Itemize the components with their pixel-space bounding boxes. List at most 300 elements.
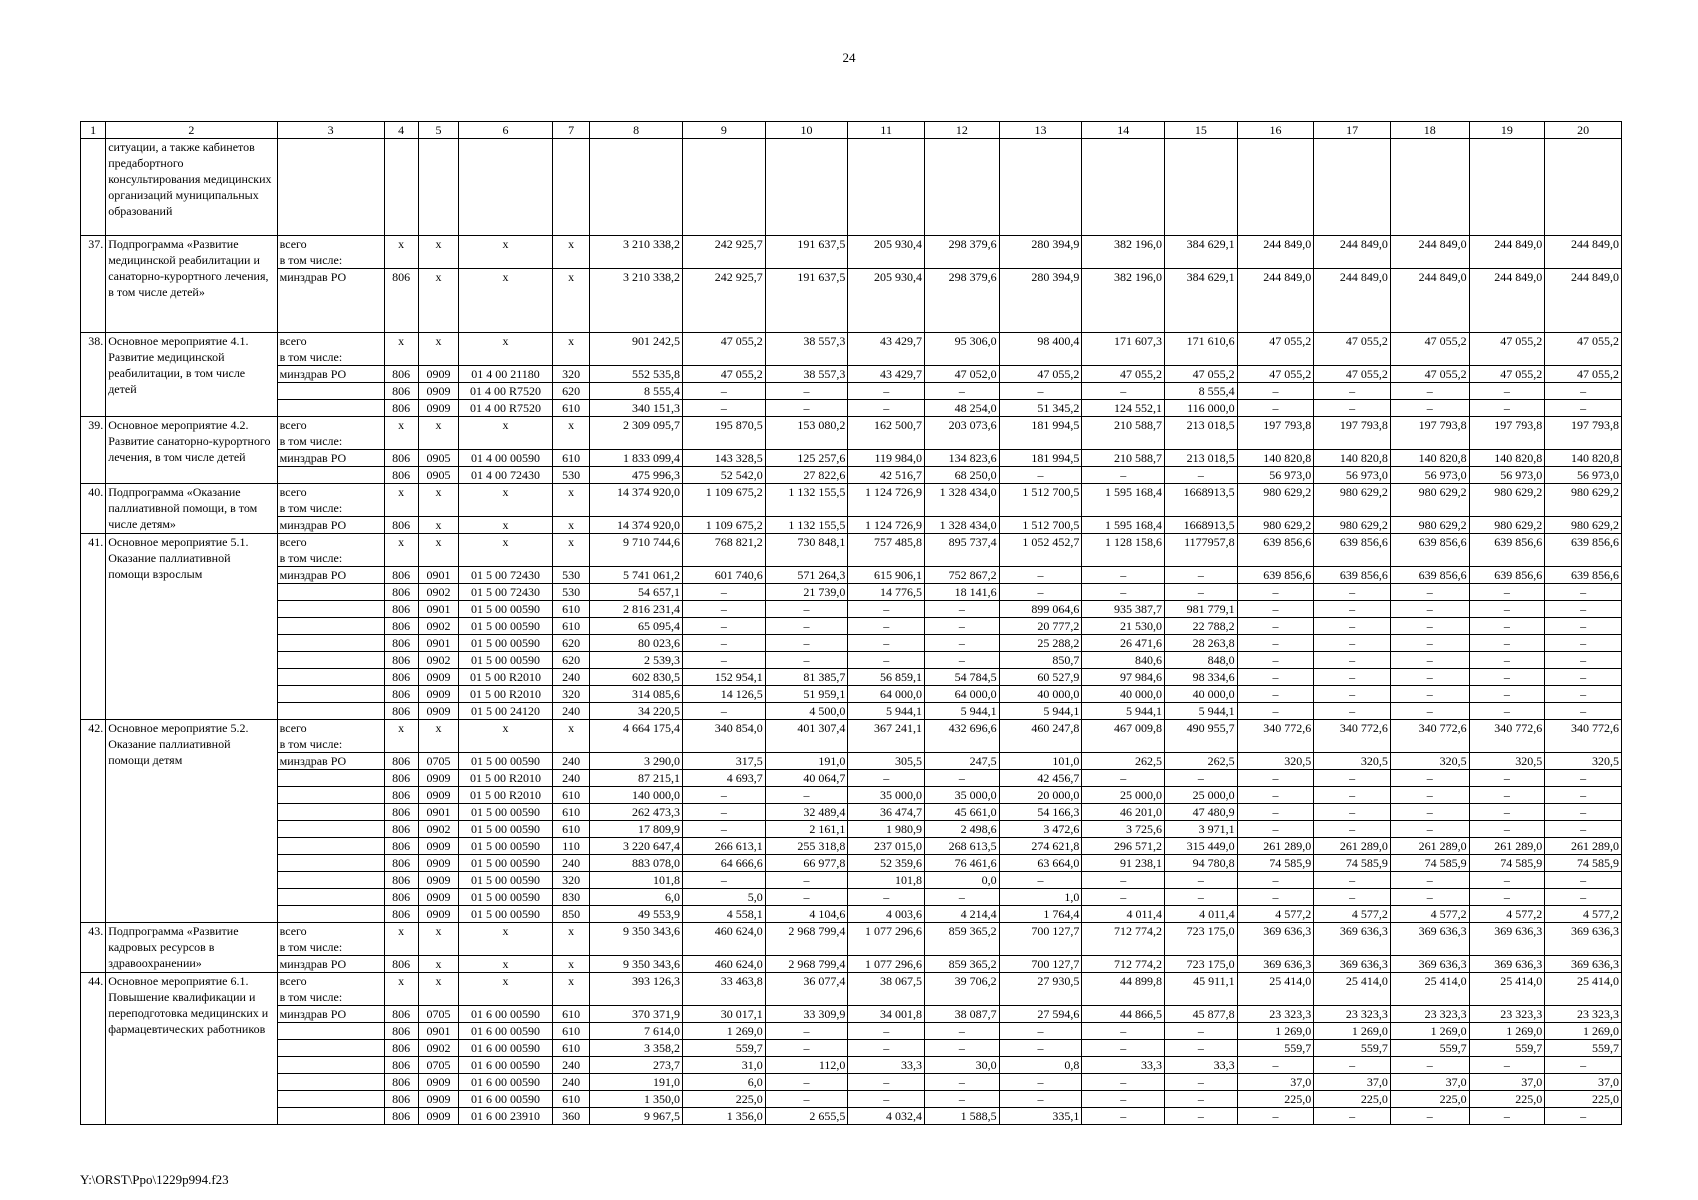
amount-cell: – xyxy=(1237,635,1314,652)
table-row xyxy=(81,973,1622,1006)
budget-code-cell: 806 xyxy=(384,618,418,635)
executor-label: всего xyxy=(279,924,307,938)
amount-cell: – xyxy=(1314,1108,1391,1125)
row-number: 39. xyxy=(81,417,106,484)
amount-cell: 2 968 799,4 xyxy=(765,956,848,973)
amount-cell: 0,8 xyxy=(999,1057,1082,1074)
amount-cell: – xyxy=(848,383,925,400)
amount-cell: – xyxy=(683,804,766,821)
amount-cell: – xyxy=(765,400,848,417)
amount-cell: 980 629,2 xyxy=(1237,517,1314,534)
amount-cell: – xyxy=(1082,1108,1165,1125)
amount-cell: 261 289,0 xyxy=(1237,838,1314,855)
amount-cell: 14 776,5 xyxy=(848,584,925,601)
amount-cell: 298 379,6 xyxy=(925,236,1000,269)
budget-code-cell: 806 xyxy=(384,467,418,484)
amount-cell: 639 856,6 xyxy=(1545,534,1622,567)
amount-cell: 1177957,8 xyxy=(1165,534,1238,567)
budget-code-cell: х xyxy=(552,484,589,517)
budget-code-cell: 0901 xyxy=(418,567,458,584)
budget-code-cell: 01 5 00 00590 xyxy=(459,821,553,838)
executor-label: всего xyxy=(279,721,307,735)
column-number-cell: 9 xyxy=(683,122,766,139)
executor-cell xyxy=(277,366,384,383)
amount-cell: – xyxy=(999,1074,1082,1091)
amount-cell: 261 289,0 xyxy=(1390,838,1469,855)
amount-cell: 47 055,2 xyxy=(1390,366,1469,383)
amount-cell: 23 323,3 xyxy=(1390,1006,1469,1023)
budget-code-cell: 806 xyxy=(384,1023,418,1040)
amount-cell: – xyxy=(999,584,1082,601)
executor-label: минздрав РО xyxy=(279,1007,347,1021)
budget-code-cell: 01 4 00 R7520 xyxy=(459,383,553,400)
amount-cell: – xyxy=(925,601,1000,618)
executor-label: минздрав РО xyxy=(279,367,347,381)
budget-code-cell: 240 xyxy=(552,1074,589,1091)
budget-code-cell: 01 5 00 00590 xyxy=(459,889,553,906)
amount-cell: 369 636,3 xyxy=(1545,956,1622,973)
budget-code-cell: х xyxy=(552,534,589,567)
budget-code-cell: 806 xyxy=(384,366,418,383)
amount-cell: – xyxy=(1237,872,1314,889)
amount-cell: 45 661,0 xyxy=(925,804,1000,821)
amount-cell: – xyxy=(1082,1091,1165,1108)
amount-cell: 47 055,2 xyxy=(1237,366,1314,383)
page-number: 24 xyxy=(842,50,856,65)
amount-cell: 559,7 xyxy=(683,1040,766,1057)
executor-sublabel: в том числе: xyxy=(279,350,343,364)
amount-cell: 639 856,6 xyxy=(1390,534,1469,567)
amount-cell: – xyxy=(1545,889,1622,906)
budget-code-cell: 0909 xyxy=(418,703,458,720)
amount-cell: 9 350 343,6 xyxy=(590,923,683,956)
amount-cell: – xyxy=(683,400,766,417)
budget-code-cell: 610 xyxy=(552,804,589,821)
amount-cell: 369 636,3 xyxy=(1469,956,1545,973)
column-number-cell: 18 xyxy=(1390,122,1469,139)
executor-label: всего xyxy=(279,535,307,549)
budget-code-cell: 110 xyxy=(552,838,589,855)
amount-cell: 1 328 434,0 xyxy=(925,517,1000,534)
budget-code-cell: х xyxy=(552,417,589,450)
amount-cell: – xyxy=(1469,584,1545,601)
amount-cell: – xyxy=(765,383,848,400)
empty-cell xyxy=(1545,139,1622,236)
amount-cell: 980 629,2 xyxy=(1314,484,1391,517)
amount-cell: 369 636,3 xyxy=(1545,923,1622,956)
amount-cell: – xyxy=(1165,1091,1238,1108)
budget-code-cell: 0902 xyxy=(418,652,458,669)
table-row xyxy=(81,1006,1622,1023)
amount-cell: 2 968 799,4 xyxy=(765,923,848,956)
row-number: 43. xyxy=(81,923,106,973)
budget-code-cell: х xyxy=(459,923,553,956)
amount-cell: 197 793,8 xyxy=(1545,417,1622,450)
amount-cell: 74 585,9 xyxy=(1237,855,1314,872)
executor-cell xyxy=(277,1006,384,1023)
budget-code-cell: 0905 xyxy=(418,450,458,467)
amount-cell: 153 080,2 xyxy=(765,417,848,450)
amount-cell: 56 973,0 xyxy=(1314,467,1391,484)
table-row xyxy=(81,889,1622,906)
executor-cell xyxy=(277,635,384,652)
amount-cell: 37,0 xyxy=(1390,1074,1469,1091)
amount-cell: 74 585,9 xyxy=(1314,855,1391,872)
amount-cell: 340 772,6 xyxy=(1314,720,1391,753)
row-number: 38. xyxy=(81,333,106,417)
amount-cell: – xyxy=(1314,400,1391,417)
budget-code-cell: х xyxy=(418,484,458,517)
column-number-cell: 16 xyxy=(1237,122,1314,139)
budget-code-cell: 01 5 00 R2010 xyxy=(459,770,553,787)
amount-cell: 210 588,7 xyxy=(1082,450,1165,467)
amount-cell: 460 624,0 xyxy=(683,956,766,973)
amount-cell: 460 624,0 xyxy=(683,923,766,956)
budget-code-cell: 806 xyxy=(384,703,418,720)
executor-label: минздрав РО xyxy=(279,568,347,582)
amount-cell: – xyxy=(1390,635,1469,652)
amount-cell: 401 307,4 xyxy=(765,720,848,753)
amount-cell: 47 055,2 xyxy=(1314,366,1391,383)
amount-cell: 244 849,0 xyxy=(1390,236,1469,269)
amount-cell: 65 095,4 xyxy=(590,618,683,635)
amount-cell: – xyxy=(765,601,848,618)
empty-cell xyxy=(418,139,458,236)
budget-code-cell: 806 xyxy=(384,1074,418,1091)
amount-cell: 700 127,7 xyxy=(999,923,1082,956)
amount-cell: – xyxy=(1314,703,1391,720)
table-row xyxy=(81,417,1622,450)
amount-cell: 191 637,5 xyxy=(765,269,848,333)
amount-cell: – xyxy=(1390,821,1469,838)
amount-cell: 335,1 xyxy=(999,1108,1082,1125)
amount-cell: 101,0 xyxy=(999,753,1082,770)
amount-cell: 54 166,3 xyxy=(999,804,1082,821)
amount-cell: 47 055,2 xyxy=(683,366,766,383)
executor-cell xyxy=(277,400,384,417)
budget-code-cell: 01 5 00 24120 xyxy=(459,703,553,720)
amount-cell: 47 055,2 xyxy=(1165,366,1238,383)
budget-code-cell: 320 xyxy=(552,366,589,383)
amount-cell: 1 588,5 xyxy=(925,1108,1000,1125)
amount-cell: 266 613,1 xyxy=(683,838,766,855)
budget-code-cell: 0909 xyxy=(418,669,458,686)
amount-cell: – xyxy=(683,635,766,652)
executor-cell xyxy=(277,467,384,484)
budget-code-cell: 0909 xyxy=(418,1074,458,1091)
amount-cell: – xyxy=(683,787,766,804)
empty-cell xyxy=(999,139,1082,236)
amount-cell: – xyxy=(1082,584,1165,601)
amount-cell: – xyxy=(1237,584,1314,601)
budget-code-cell: х xyxy=(552,973,589,1006)
amount-cell: 191,0 xyxy=(765,753,848,770)
amount-cell: 559,7 xyxy=(1237,1040,1314,1057)
amount-cell: – xyxy=(1545,804,1622,821)
budget-code-cell: 610 xyxy=(552,1091,589,1108)
amount-cell: – xyxy=(1314,787,1391,804)
amount-cell: 22 788,2 xyxy=(1165,618,1238,635)
table-row xyxy=(81,601,1622,618)
budget-code-cell: х xyxy=(418,269,458,333)
amount-cell: 225,0 xyxy=(1390,1091,1469,1108)
amount-cell: 1 269,0 xyxy=(1314,1023,1391,1040)
column-number-cell: 5 xyxy=(418,122,458,139)
amount-cell: 60 527,9 xyxy=(999,669,1082,686)
amount-cell: – xyxy=(1390,872,1469,889)
budget-code-cell: 806 xyxy=(384,567,418,584)
amount-cell: 320,5 xyxy=(1545,753,1622,770)
amount-cell: 981 779,1 xyxy=(1165,601,1238,618)
budget-code-cell: 01 4 00 21180 xyxy=(459,366,553,383)
amount-cell: 210 588,7 xyxy=(1082,417,1165,450)
amount-cell: 43 429,7 xyxy=(848,333,925,366)
amount-cell: 280 394,9 xyxy=(999,236,1082,269)
amount-cell: 2 309 095,7 xyxy=(590,417,683,450)
amount-cell: 3 290,0 xyxy=(590,753,683,770)
table-row xyxy=(81,1023,1622,1040)
amount-cell: 46 201,0 xyxy=(1082,804,1165,821)
empty-cell xyxy=(1082,139,1165,236)
budget-code-cell: 0909 xyxy=(418,1091,458,1108)
amount-cell: – xyxy=(765,618,848,635)
empty-cell xyxy=(1237,139,1314,236)
table-row xyxy=(81,753,1622,770)
amount-cell: 101,8 xyxy=(590,872,683,889)
amount-cell: – xyxy=(1545,618,1622,635)
budget-code-cell: 806 xyxy=(384,1057,418,1074)
executor-cell xyxy=(277,1023,384,1040)
amount-cell: 23 323,3 xyxy=(1545,1006,1622,1023)
budget-code-cell: х xyxy=(459,333,553,366)
table-row xyxy=(81,703,1622,720)
budget-code-cell: 806 xyxy=(384,686,418,703)
amount-cell: – xyxy=(1469,770,1545,787)
amount-cell: – xyxy=(1545,1108,1622,1125)
amount-cell: 225,0 xyxy=(1469,1091,1545,1108)
executor-cell xyxy=(277,889,384,906)
amount-cell: 552 535,8 xyxy=(590,366,683,383)
amount-cell: 25 288,2 xyxy=(999,635,1082,652)
amount-cell: 859 365,2 xyxy=(925,956,1000,973)
amount-cell: 125 257,6 xyxy=(765,450,848,467)
budget-code-cell: 01 5 00 00590 xyxy=(459,872,553,889)
amount-cell: 191 637,5 xyxy=(765,236,848,269)
program-name: Подпрограмма «Развитие медицинской реабилитации и санаторно-курортного лечения, в том числе детей» xyxy=(106,236,277,333)
amount-cell: 2 539,3 xyxy=(590,652,683,669)
column-number-cell: 4 xyxy=(384,122,418,139)
budget-code-cell: 620 xyxy=(552,635,589,652)
amount-cell: 40 000,0 xyxy=(1082,686,1165,703)
empty-cell xyxy=(683,139,766,236)
amount-cell: – xyxy=(683,618,766,635)
amount-cell: 40 000,0 xyxy=(999,686,1082,703)
amount-cell: 66 977,8 xyxy=(765,855,848,872)
budget-code-cell: 806 xyxy=(384,872,418,889)
amount-cell: 369 636,3 xyxy=(1314,956,1391,973)
amount-cell: 1 269,0 xyxy=(1237,1023,1314,1040)
budget-code-cell: 0902 xyxy=(418,821,458,838)
table-row xyxy=(81,804,1622,821)
amount-cell: 6,0 xyxy=(590,889,683,906)
amount-cell: 81 385,7 xyxy=(765,669,848,686)
executor-cell xyxy=(277,1057,384,1074)
program-name: Основное мероприятие 6.1. Повышение квалификации и переподготовка медицинских и фармацевтических работников xyxy=(106,973,277,1125)
amount-cell: 340 772,6 xyxy=(1390,720,1469,753)
amount-cell: 4 577,2 xyxy=(1469,906,1545,923)
amount-cell: – xyxy=(683,821,766,838)
amount-cell: – xyxy=(683,383,766,400)
amount-cell: 262 473,3 xyxy=(590,804,683,821)
amount-cell: 205 930,4 xyxy=(848,269,925,333)
budget-code-cell: 620 xyxy=(552,652,589,669)
program-name: Основное мероприятие 4.2. Развитие санаторно-курортного лечения, в том числе детей xyxy=(106,417,277,484)
executor-sublabel: в том числе: xyxy=(279,940,343,954)
amount-cell: 280 394,9 xyxy=(999,269,1082,333)
column-number-cell: 15 xyxy=(1165,122,1238,139)
budget-code-cell: 806 xyxy=(384,1040,418,1057)
amount-cell: 1 980,9 xyxy=(848,821,925,838)
amount-cell: 56 973,0 xyxy=(1469,467,1545,484)
amount-cell: – xyxy=(765,1040,848,1057)
budget-code-cell: х xyxy=(384,417,418,450)
amount-cell: – xyxy=(1165,467,1238,484)
amount-cell: 52 359,6 xyxy=(848,855,925,872)
table-row xyxy=(81,567,1622,584)
amount-cell: – xyxy=(1390,618,1469,635)
amount-cell: – xyxy=(999,1091,1082,1108)
row-number: 41. xyxy=(81,534,106,720)
amount-cell: 213 018,5 xyxy=(1165,450,1238,467)
budget-code-cell: х xyxy=(418,417,458,450)
budget-code-cell: 01 5 00 00590 xyxy=(459,635,553,652)
amount-cell: 369 636,3 xyxy=(1314,923,1391,956)
budget-code-cell: х xyxy=(418,517,458,534)
amount-cell: – xyxy=(848,1023,925,1040)
amount-cell: 203 073,6 xyxy=(925,417,1000,450)
amount-cell: – xyxy=(848,601,925,618)
amount-cell: 255 318,8 xyxy=(765,838,848,855)
footer-file-path: Y:\ORST\Ppo\1229p994.f23 xyxy=(80,1172,229,1187)
column-number-cell: 3 xyxy=(277,122,384,139)
amount-cell: 152 954,1 xyxy=(683,669,766,686)
amount-cell: – xyxy=(1390,383,1469,400)
amount-cell: 134 823,6 xyxy=(925,450,1000,467)
column-number-cell: 1 xyxy=(81,122,106,139)
amount-cell: – xyxy=(848,770,925,787)
amount-cell: 37,0 xyxy=(1469,1074,1545,1091)
amount-cell: – xyxy=(1237,686,1314,703)
amount-cell: 51 345,2 xyxy=(999,400,1082,417)
amount-cell: 140 820,8 xyxy=(1390,450,1469,467)
amount-cell: 3 358,2 xyxy=(590,1040,683,1057)
amount-cell: – xyxy=(1545,821,1622,838)
amount-cell: – xyxy=(1314,669,1391,686)
executor-sublabel: в том числе: xyxy=(279,737,343,751)
budget-code-cell: 806 xyxy=(384,269,418,333)
amount-cell: – xyxy=(1314,1057,1391,1074)
amount-cell: – xyxy=(1390,1108,1469,1125)
amount-cell: 752 867,2 xyxy=(925,567,1000,584)
budget-code-cell: 01 5 00 72430 xyxy=(459,567,553,584)
amount-cell: 98 334,6 xyxy=(1165,669,1238,686)
amount-cell: – xyxy=(1314,383,1391,400)
amount-cell: 4 664 175,4 xyxy=(590,720,683,753)
amount-cell: 225,0 xyxy=(1237,1091,1314,1108)
table-row xyxy=(81,383,1622,400)
table-row xyxy=(81,1040,1622,1057)
executor-cell xyxy=(277,1074,384,1091)
amount-cell: 730 848,1 xyxy=(765,534,848,567)
amount-cell: 980 629,2 xyxy=(1390,517,1469,534)
budget-code-cell: 0705 xyxy=(418,1006,458,1023)
amount-cell: 91 238,1 xyxy=(1082,855,1165,872)
amount-cell: – xyxy=(1390,652,1469,669)
budget-code-cell: 806 xyxy=(384,400,418,417)
amount-cell: – xyxy=(1545,1057,1622,1074)
program-name: Подпрограмма «Развитие кадровых ресурсов в здравоохранении» xyxy=(106,923,277,973)
table-row xyxy=(81,484,1622,517)
amount-cell: 80 023,6 xyxy=(590,635,683,652)
amount-cell: 1 132 155,5 xyxy=(765,484,848,517)
amount-cell: 559,7 xyxy=(1469,1040,1545,1057)
amount-cell: 850,7 xyxy=(999,652,1082,669)
amount-cell: 14 374 920,0 xyxy=(590,484,683,517)
budget-table xyxy=(80,121,1622,1125)
budget-code-cell: 0909 xyxy=(418,686,458,703)
budget-code-cell: 0902 xyxy=(418,618,458,635)
amount-cell: – xyxy=(1237,770,1314,787)
budget-code-cell: х xyxy=(552,923,589,956)
amount-cell: 298 379,6 xyxy=(925,269,1000,333)
empty-cell xyxy=(1469,139,1545,236)
table-row xyxy=(81,855,1622,872)
amount-cell: 4 693,7 xyxy=(683,770,766,787)
amount-cell: 559,7 xyxy=(1545,1040,1622,1057)
amount-cell: – xyxy=(1237,618,1314,635)
amount-cell: 9 967,5 xyxy=(590,1108,683,1125)
amount-cell: 94 780,8 xyxy=(1165,855,1238,872)
amount-cell: – xyxy=(1082,889,1165,906)
amount-cell: – xyxy=(1469,1057,1545,1074)
amount-cell: 895 737,4 xyxy=(925,534,1000,567)
executor-label: всего xyxy=(279,485,307,499)
amount-cell: 33,3 xyxy=(1165,1057,1238,1074)
amount-cell: 7 614,0 xyxy=(590,1023,683,1040)
amount-cell: 320,5 xyxy=(1314,753,1391,770)
amount-cell: 559,7 xyxy=(1314,1040,1391,1057)
amount-cell: 35 000,0 xyxy=(848,787,925,804)
budget-code-cell: 610 xyxy=(552,787,589,804)
amount-cell: 244 849,0 xyxy=(1545,236,1622,269)
amount-cell: 25 000,0 xyxy=(1082,787,1165,804)
amount-cell: 68 250,0 xyxy=(925,467,1000,484)
amount-cell: 47 055,2 xyxy=(1237,333,1314,366)
table-row xyxy=(81,333,1622,366)
budget-code-cell: х xyxy=(552,517,589,534)
amount-cell: 1668913,5 xyxy=(1165,484,1238,517)
budget-code-cell: х xyxy=(418,956,458,973)
amount-cell: 97 984,6 xyxy=(1082,669,1165,686)
amount-cell: 490 955,7 xyxy=(1165,720,1238,753)
amount-cell: 314 085,6 xyxy=(590,686,683,703)
amount-cell: 197 793,8 xyxy=(1390,417,1469,450)
amount-cell: – xyxy=(848,889,925,906)
amount-cell: – xyxy=(848,1040,925,1057)
amount-cell: 980 629,2 xyxy=(1390,484,1469,517)
amount-cell: 244 849,0 xyxy=(1237,236,1314,269)
table-row xyxy=(81,686,1622,703)
